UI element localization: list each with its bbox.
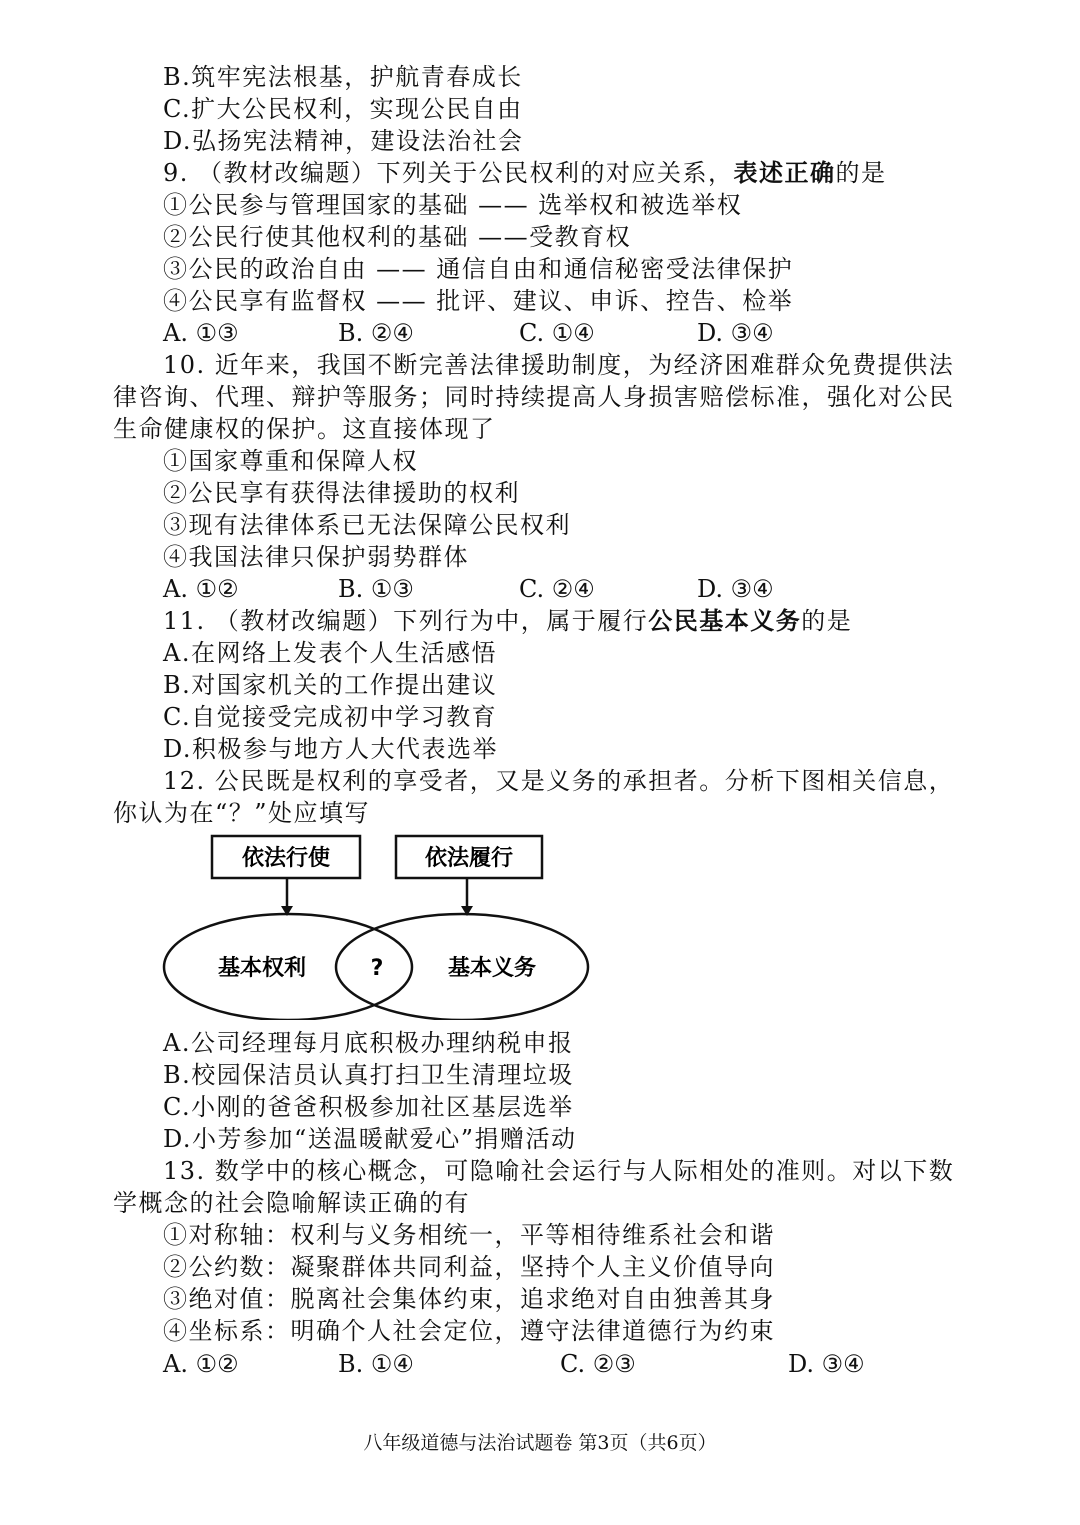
- q9-item-3: ③公民的政治自由 —— 通信自由和通信秘密受法律保护: [163, 255, 794, 283]
- box-perform-label: 依法履行: [424, 846, 514, 871]
- q9-stem-pre: 9. （教材改编题）下列关于公民权利的对应关系，: [163, 159, 734, 187]
- q12-stem-line-2: 你认为在“？”处应填写: [113, 799, 371, 827]
- q12-stem-line-1: 12. 公民既是权利的享受者，又是义务的承担者。分析下图相关信息，: [163, 767, 955, 795]
- q13-stem-line-1: 13. 数学中的核心概念，可隐喻社会运行与人际相处的准则。对以下数: [163, 1157, 955, 1185]
- q11-stem-bold: 公民基本义务: [648, 606, 802, 635]
- q13-option-a: A. ①②: [163, 1350, 239, 1378]
- q9-option-d: D. ③④: [697, 319, 774, 347]
- q11-option-c: C.自觉接受完成初中学习教育: [163, 703, 498, 731]
- q8-option-d: D.弘扬宪法精神，建设法治社会: [163, 127, 524, 155]
- q10-item-3: ③现有法律体系已无法保障公民权利: [163, 511, 571, 539]
- q11-option-a: A.在网络上发表个人生活感悟: [163, 639, 497, 667]
- q11-stem-pre: 11. （教材改编题）下列行为中，属于履行: [163, 607, 649, 635]
- q10-item-2: ②公民享有获得法律援助的权利: [163, 479, 520, 507]
- q10-option-d: D. ③④: [697, 575, 774, 603]
- q10-stem-line-3: 生命健康权的保护。这直接体现了: [113, 415, 496, 443]
- page-footer: 八年级道德与法治试题卷 第3页（共6页）: [363, 1432, 717, 1454]
- ellipse-rights-label: 基本权利: [217, 956, 307, 981]
- q10-option-b: B. ①③: [338, 575, 414, 603]
- q9-stem-bold: 表述正确: [733, 158, 836, 187]
- q13-item-4: ④坐标系：明确个人社会定位，遵守法律道德行为约束: [163, 1317, 775, 1345]
- q12-option-a: A.公司经理每月底积极办理纳税申报: [163, 1029, 574, 1057]
- ellipse-duties-label: 基本义务: [447, 956, 537, 981]
- q8-option-b: B.筑牢宪法根基，护航青春成长: [163, 63, 523, 91]
- q11-stem: [163, 606, 852, 636]
- q10-item-1: ①国家尊重和保障人权: [163, 447, 418, 475]
- q13-item-3: ③绝对值：脱离社会集体约束，追求绝对自由独善其身: [163, 1285, 775, 1313]
- q10-item-4: ④我国法律只保护弱势群体: [163, 543, 469, 571]
- q12-option-d: D.小芳参加“送温暖献爱心”捐赠活动: [163, 1125, 577, 1153]
- overlap-question-mark: ?: [370, 956, 384, 981]
- q9-item-1: ①公民参与管理国家的基础 —— 选举权和被选举权: [163, 191, 743, 219]
- q11-option-d: D.积极参与地方人大代表选举: [163, 735, 499, 763]
- q13-option-c: C. ②③: [560, 1350, 636, 1378]
- q10-stem-line-2: 律咨询、代理、辩护等服务；同时持续提高人身损害赔偿标准，强化对公民: [113, 383, 955, 411]
- q9-option-c: C. ①④: [519, 319, 595, 347]
- q12-option-c: C.小刚的爸爸积极参加社区基层选举: [163, 1093, 574, 1121]
- q12-option-b: B.校园保洁员认真打扫卫生清理垃圾: [163, 1061, 574, 1089]
- q13-stem-line-2: 学概念的社会隐喻解读正确的有: [113, 1189, 470, 1217]
- q10-stem-line-1: 10. 近年来，我国不断完善法律援助制度，为经济困难群众免费提供法: [163, 351, 955, 379]
- q8-option-c: C.扩大公民权利，实现公民自由: [163, 95, 523, 123]
- q13-option-d: D. ③④: [788, 1350, 865, 1378]
- q13-option-b: B. ①④: [338, 1350, 414, 1378]
- q10-option-a: A. ①②: [163, 575, 239, 603]
- q9-item-4: ④公民享有监督权 —— 批评、建议、申诉、控告、检举: [163, 287, 794, 315]
- q9-stem: [163, 158, 887, 188]
- q9-option-b: B. ②④: [338, 319, 414, 347]
- q10-option-c: C. ②④: [519, 575, 595, 603]
- q11-option-b: B.对国家机关的工作提出建议: [163, 671, 498, 699]
- q9-item-2: ②公民行使其他权利的基础 ——受教育权: [163, 223, 632, 251]
- q9-option-a: A. ①③: [163, 319, 239, 347]
- box-exercise-label: 依法行使: [241, 846, 331, 871]
- q13-item-1: ①对称轴：权利与义务相统一，平等相待维系社会和谐: [163, 1221, 775, 1249]
- rights-duties-venn-diagram: [0, 820, 1080, 1020]
- q13-item-2: ②公约数：凝聚群体共同利益，坚持个人主义价值导向: [163, 1253, 775, 1281]
- q9-stem-post: 的是: [835, 159, 887, 187]
- q11-stem-post: 的是: [801, 607, 853, 635]
